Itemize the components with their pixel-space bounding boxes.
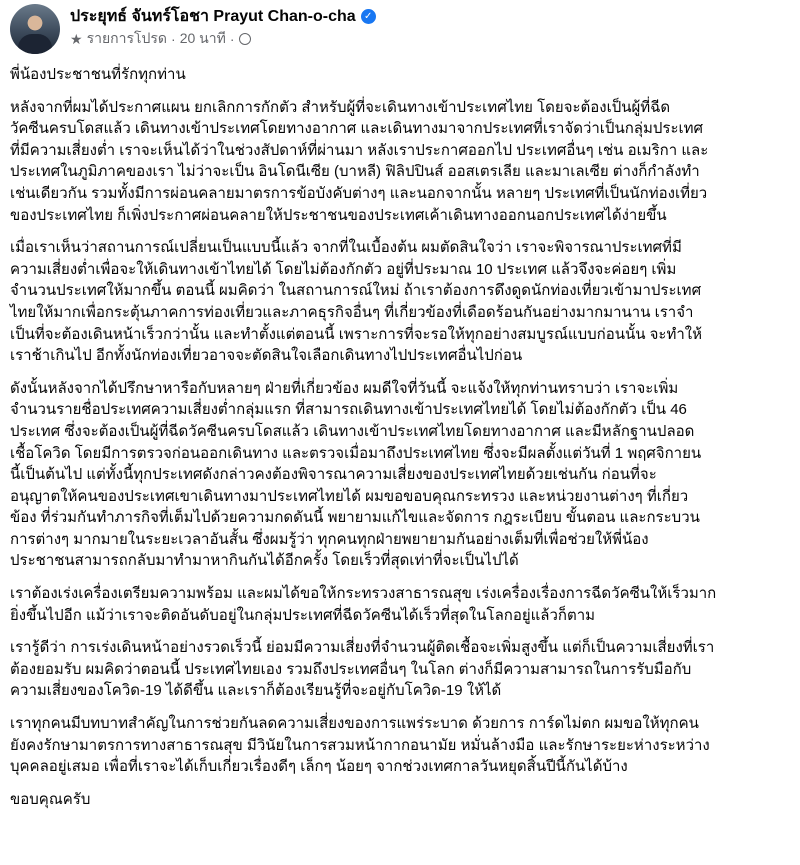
post-paragraph: [10, 583, 790, 626]
paragraph-line: นี้เป็นต้นไป แต่ทั้งนี้ทุกประเทศดังกล่าวคงต้องพิจารณาความเสี่ยงของประเทศไทยด้วยเช่นกัน ก่อนที่จะ: [10, 466, 657, 484]
paragraph-line: การต่างๆ มากมายในระยะเวลาอันสั้น ซึ่งผมรู้ว่า ทุกคนทุกฝ่ายพยายามกันอย่างเต็มที่เพื่อช่วยให้พี่น้อง: [10, 530, 649, 548]
paragraph-line: เป็นที่จะต้องเดินหน้าเร็วกว่านั้น และทำตั้งแต่ตอนนี้ เพราะการที่จะรอให้ทุกอย่างสมบูรณ์แบบก่อนนั้น จะทำให้: [10, 325, 703, 343]
paragraph-line: บุคคลอยู่เสมอ เพื่อที่เราจะได้เก็บเกี่ยวเรื่องดีๆ เล็กๆ น้อยๆ จากช่วงเทศกาลวันหยุดสิ้นปีนี้กันได้บ้าง: [10, 758, 628, 776]
paragraph-line: วัคซีนครบโดสแล้ว เดินทางเข้าประเทศโดยทางอากาศ และเดินทางมาจากประเทศที่เราจัดว่าเป็นกลุ่มประเทศ: [10, 120, 704, 138]
paragraph-line: ข้อง ที่ร่วมกันทำภารกิจที่เต็มไปด้วยความกดดันนี้ พยายามแก้ไขและจัดการ กฎระเบียบ ขั้นตอน และกระบวน: [10, 509, 700, 527]
post-paragraph: [10, 789, 790, 811]
paragraph-line: เมื่อเราเห็นว่าสถานการณ์เปลี่ยนเป็นแบบนี้แล้ว จากที่ในเบื้องต้น ผมตัดสินใจว่า เราจะพิจารณาประเทศที่มี: [10, 239, 682, 257]
paragraph-line: ยังคงรักษามาตรการทางสาธารณสุข มีวินัยในการสวมหน้ากากอนามัย หมั่นล้างมือ และรักษาระยะห่างระหว่าง: [10, 736, 710, 754]
paragraph-line: เราทุกคนมีบทบาทสำคัญในการช่วยกันลดความเสี่ยงของการแพร่ระบาด ด้วยการ การ์ดไม่ตก ผมขอให้ทุกคน: [10, 715, 699, 733]
paragraph-line: ดังนั้นหลังจากได้ปรึกษาหารือกับหลายๆ ฝ่ายที่เกี่ยวข้อง ผมดีใจที่วันนี้ จะแจ้งให้ทุกท่านทราบว่า เราจะเพิ่ม: [10, 379, 679, 397]
star-icon: ★: [70, 30, 83, 47]
paragraph-line: ที่มีความเสี่ยงต่ำ เราจะเห็นได้ว่าในช่วงสัปดาห์ที่ผ่านมา หลังเราประกาศออกไป ประเทศอื่นๆ เช่น อเมริกา และ: [10, 141, 709, 159]
paragraph-line: เชื้อโควิด โดยมีการตรวจก่อนออกเดินทาง และตรวจเมื่อมาถึงประเทศไทย ซึ่งจะมีผลตั้งแต่วันที่ 1 พฤศจิกายน: [10, 444, 702, 462]
favorites-label: รายการโปรด: [86, 30, 168, 46]
separator: ·: [171, 31, 176, 47]
author-name[interactable]: ประยุทธ์ จันทร์โอชา Prayut Chan-o-cha: [70, 8, 356, 25]
post-body: [0, 64, 800, 810]
paragraph-line: ขอบคุณครับ: [10, 790, 91, 808]
paragraph-line: อนุญาตให้คนของประเทศเขาเดินทางมาประเทศไทยได้ ผมขอขอบคุณกระทรวง และหน่วยงานต่างๆ ที่เกี่ยว: [10, 487, 689, 505]
paragraph-line: ความเสี่ยงของโควิด-19 ได้ดีขึ้น และเราก็ต้องเรียนรู้ที่จะอยู่กับโควิด-19 ให้ได้: [10, 682, 502, 700]
post-header: [0, 0, 800, 62]
paragraph-line: ประชาชนสามารถกลับมาทำมาหากินกันได้อีกครั้ง โดยเร็วที่สุดเท่าที่จะเป็นไปได้: [10, 552, 519, 570]
paragraph-line: ประเทศ ซึ่งจะต้องเป็นผู้ที่ฉีดวัคซีนครบโดสแล้ว เดินทางเข้าประเทศไทยโดยทางอากาศ และมีหลักฐานปลอด: [10, 422, 695, 440]
post-greeting: พี่น้องประชาชนที่รักทุกท่าน: [10, 66, 186, 83]
post-meta: [70, 28, 251, 50]
post-paragraph: [10, 97, 790, 227]
paragraph-line: ยิ่งขึ้นไปอีก แม้ว่าเราจะติดอันดับอยู่ในกลุ่มประเทศที่ฉีดวัคซีนได้เร็วที่สุดในโลกอยู่แล้วก็ตาม: [10, 606, 596, 624]
post-time[interactable]: 20 นาที: [179, 30, 226, 46]
paragraph-line: ของประเทศไทย ก็เพิ่งประกาศผ่อนคลายให้ประชาชนของประเทศเค้าเดินทางออกนอกประเทศได้ง่ายขึ้น: [10, 206, 667, 224]
paragraph-line: เรารู้ดีว่า การเร่งเดินหน้าอย่างรวดเร็วนี้ ย่อมมีความเสี่ยงที่จำนวนผู้ติดเชื้อจะเพิ่มสูงขึ้น แต่ก็เป็นความเสี่ยงที่เรา: [10, 639, 715, 657]
paragraph-line: หลังจากที่ผมได้ประกาศแผน ยกเลิกการกักตัว สำหรับผู้ที่จะเดินทางเข้าประเทศไทย โดยจะต้องเป็นผู้ที่ฉีด: [10, 98, 671, 116]
paragraph-line: จำนวนประเทศให้มากขึ้น ตอนนี้ ผมคิดว่า ในสถานการณ์ใหม่ ถ้าเราต้องการดึงดูดนักท่องเที่ยวเข้ามาประเทศ: [10, 282, 702, 300]
post-paragraph: [10, 637, 790, 702]
paragraph-line: ต้องยอมรับ ผมคิดว่าตอนนี้ ประเทศไทยเอง รวมถึงประเทศอื่นๆ ในโลก ต่างก็มีความสามารถในการรับมือกับ: [10, 660, 692, 678]
post-paragraphs: [10, 97, 790, 811]
post-paragraph: [10, 713, 790, 778]
paragraph-line: เราช้าเกินไป อีกทั้งนักท่องเที่ยวอาจจะตัดสินใจเลือกเดินทางไปประเทศอื่นไปก่อน: [10, 347, 523, 365]
verified-badge-icon: ✓: [361, 9, 376, 24]
paragraph-line: ความเสี่ยงต่ำเพื่อจะให้เดินทางเข้าไทยได้ โดยไม่ต้องกักตัว อยู่ที่ประมาณ 10 ประเทศ แล้วจึงจะค่อยๆ เพิ่ม: [10, 260, 677, 278]
paragraph-line: ประเทศในภูมิภาคของเรา ไม่ว่าจะเป็น อินโดนีเซีย (บาหลี) ฟิลิปปินส์ ออสเตรเลีย และมาเลเซีย ต่างก็กำลังทำ: [10, 163, 700, 181]
post-paragraph: [10, 237, 790, 367]
author-row: [70, 4, 376, 29]
separator: ·: [229, 31, 235, 47]
author-avatar[interactable]: [10, 4, 60, 54]
paragraph-line: เช่นเดียวกัน รวมทั้งมีการผ่อนคลายมาตรการข้อบังคับต่างๆ และนอกจากนั้น หลายๆ ประเทศที่เป็นนักท่องเที่ยว: [10, 184, 708, 202]
globe-icon[interactable]: [239, 33, 251, 45]
paragraph-line: เราต้องเร่งเครื่องเตรียมความพร้อม และผมได้ขอให้กระทรวงสาธารณสุข เร่งเครื่องเรื่องการฉีดวัคซีนให้เร็วมาก: [10, 585, 717, 603]
post-paragraph: [10, 378, 790, 572]
paragraph-line: จำนวนรายชื่อประเทศความเสี่ยงต่ำกลุ่มแรก ที่สามารถเดินทางเข้าประเทศไทยได้ โดยไม่ต้องกักตัว เป็น 46: [10, 401, 687, 419]
paragraph-line: ไทยให้มากเพื่อกระตุ้นภาคการท่องเที่ยวและภาคธุรกิจอื่นๆ ที่เกี่ยวข้องที่เดือดร้อนกันอย่างมากมานาน เราจำ: [10, 303, 694, 321]
